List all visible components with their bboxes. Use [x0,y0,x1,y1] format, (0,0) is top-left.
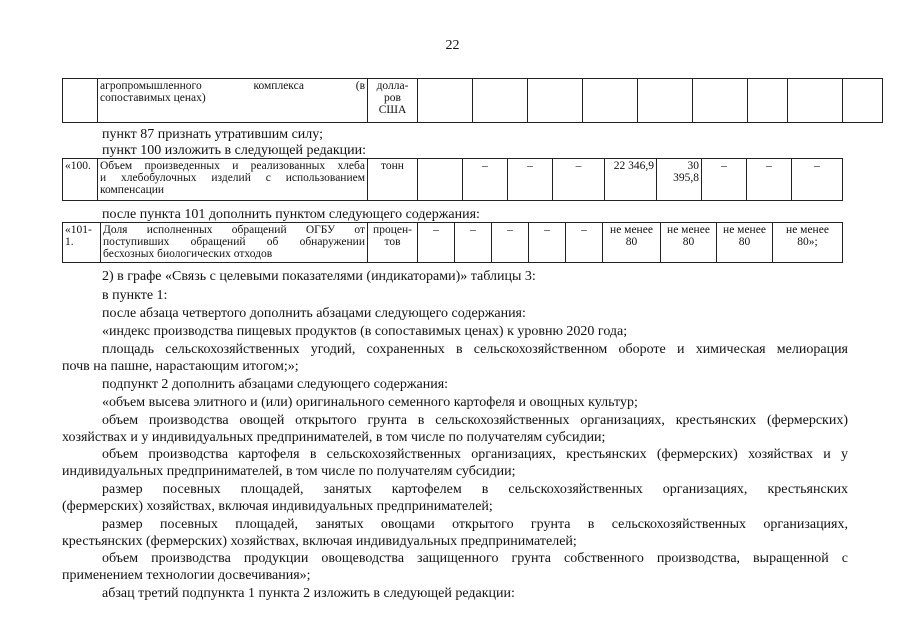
table-row [63,223,843,263]
paragraph: размер посевных площадей, занятых картофелем в сельскохозяйственных организациях, крестьянских [102,482,848,497]
value-cell: 30 395,8 [657,159,702,201]
unit-cell: процен- тов [368,223,418,263]
value-cell: не менее 80»; [773,223,843,263]
value-cell [638,79,693,123]
value-cell [748,79,788,123]
table-fragment-1 [62,78,883,123]
paragraph: подпункт 2 дополнить абзацами следующего содержания: [102,377,449,392]
paragraph-continuation: индивидуальных предпринимателей, в том числе по получателям субсидии; [62,464,516,479]
paragraph-continuation: (фермерских) хозяйствах, включая индивидуальных предпринимателей; [62,499,493,514]
value-cell: не менее 80 [603,223,661,263]
value-cell: – [492,223,529,263]
value-cell: – [747,159,792,201]
value-cell: – [455,223,492,263]
value-cell [418,159,463,201]
value-cell [693,79,748,123]
row-number-cell [63,79,98,123]
paragraph: после пункта 101 дополнить пунктом следующего содержания: [102,207,480,222]
value-cell: – [508,159,553,201]
paragraph: после абзаца четвертого дополнить абзацами следующего содержания: [102,306,526,321]
paragraph: «объем высева элитного и (или) оригинального семенного картофеля и овощных культур; [102,395,638,410]
paragraph: пункт 87 признать утратившим силу; [102,127,323,142]
unit-cell: долла- ров США [368,79,418,123]
paragraph: пункт 100 изложить в следующей редакции: [102,143,366,158]
value-cell [843,79,883,123]
unit-cell: тонн [368,159,418,201]
value-cell [788,79,843,123]
value-cell [418,79,473,123]
paragraph-continuation: крестьянских (фермерских) хозяйствах, включая индивидуальных предпринимателей; [62,534,577,549]
table-row [63,159,843,201]
table-row-100 [62,158,843,201]
paragraph: объем производства картофеля в сельскохозяйственных организациях, крестьянских (фермерских) хозяйствах и у [102,447,848,462]
paragraph: размер посевных площадей, занятых овощами открытого грунта в сельскохозяйственных организациях, [102,517,848,532]
indicator-name-cell: агропромышленного комплекса (в сопоставимых ценах) [98,79,368,123]
row-number-cell: «100. [63,159,98,201]
value-cell: – [792,159,843,201]
value-cell: – [702,159,747,201]
value-cell: – [463,159,508,201]
indicator-name-cell: Объем произведенных и реализованных хлеба и хлебобулочных изделий с использованием компенсации [98,159,368,201]
paragraph: 2) в графе «Связь с целевыми показателями (индикаторами)» таблицы 3: [102,269,536,284]
value-cell: – [566,223,603,263]
table-row-101-1 [62,222,843,263]
value-cell [528,79,583,123]
value-cell: – [529,223,566,263]
paragraph-continuation: применением технологии досвечивания»; [62,568,311,583]
paragraph: «индекс производства пищевых продуктов (в сопоставимых ценах) к уровню 2020 года; [102,324,628,339]
value-cell [583,79,638,123]
paragraph: площадь сельскохозяйственных угодий, сохраненных в сельскохозяйственном обороте и химическая мелиорация [102,342,848,357]
value-cell: не менее 80 [661,223,717,263]
paragraph-continuation: почв на пашне, нарастающим итогом;»; [62,359,299,374]
value-cell: 22 346,9 [605,159,657,201]
value-cell: – [418,223,455,263]
page-number: 22 [445,38,460,53]
paragraph-continuation: хозяйствах и у индивидуальных предпринимателей, в том числе по получателям субсидии; [62,430,606,445]
value-cell [473,79,528,123]
value-cell: не менее 80 [717,223,773,263]
table-row [63,79,883,123]
row-number-cell: «101-1. [63,223,101,263]
paragraph: объем производства продукции овощеводства защищенного грунта собственного производства, выращенной с [102,551,848,566]
value-cell: – [553,159,605,201]
paragraph: в пункте 1: [102,288,168,303]
indicator-name-cell: Доля исполненных обращений ОГБУ от поступивших обращений об обнаружении бесхозных биологических отходов [101,223,368,263]
paragraph: объем производства овощей открытого грунта в сельскохозяйственных организациях, крестьянских (фермерских) [102,413,848,428]
paragraph: абзац третий подпункта 1 пункта 2 изложить в следующей редакции: [102,586,515,601]
